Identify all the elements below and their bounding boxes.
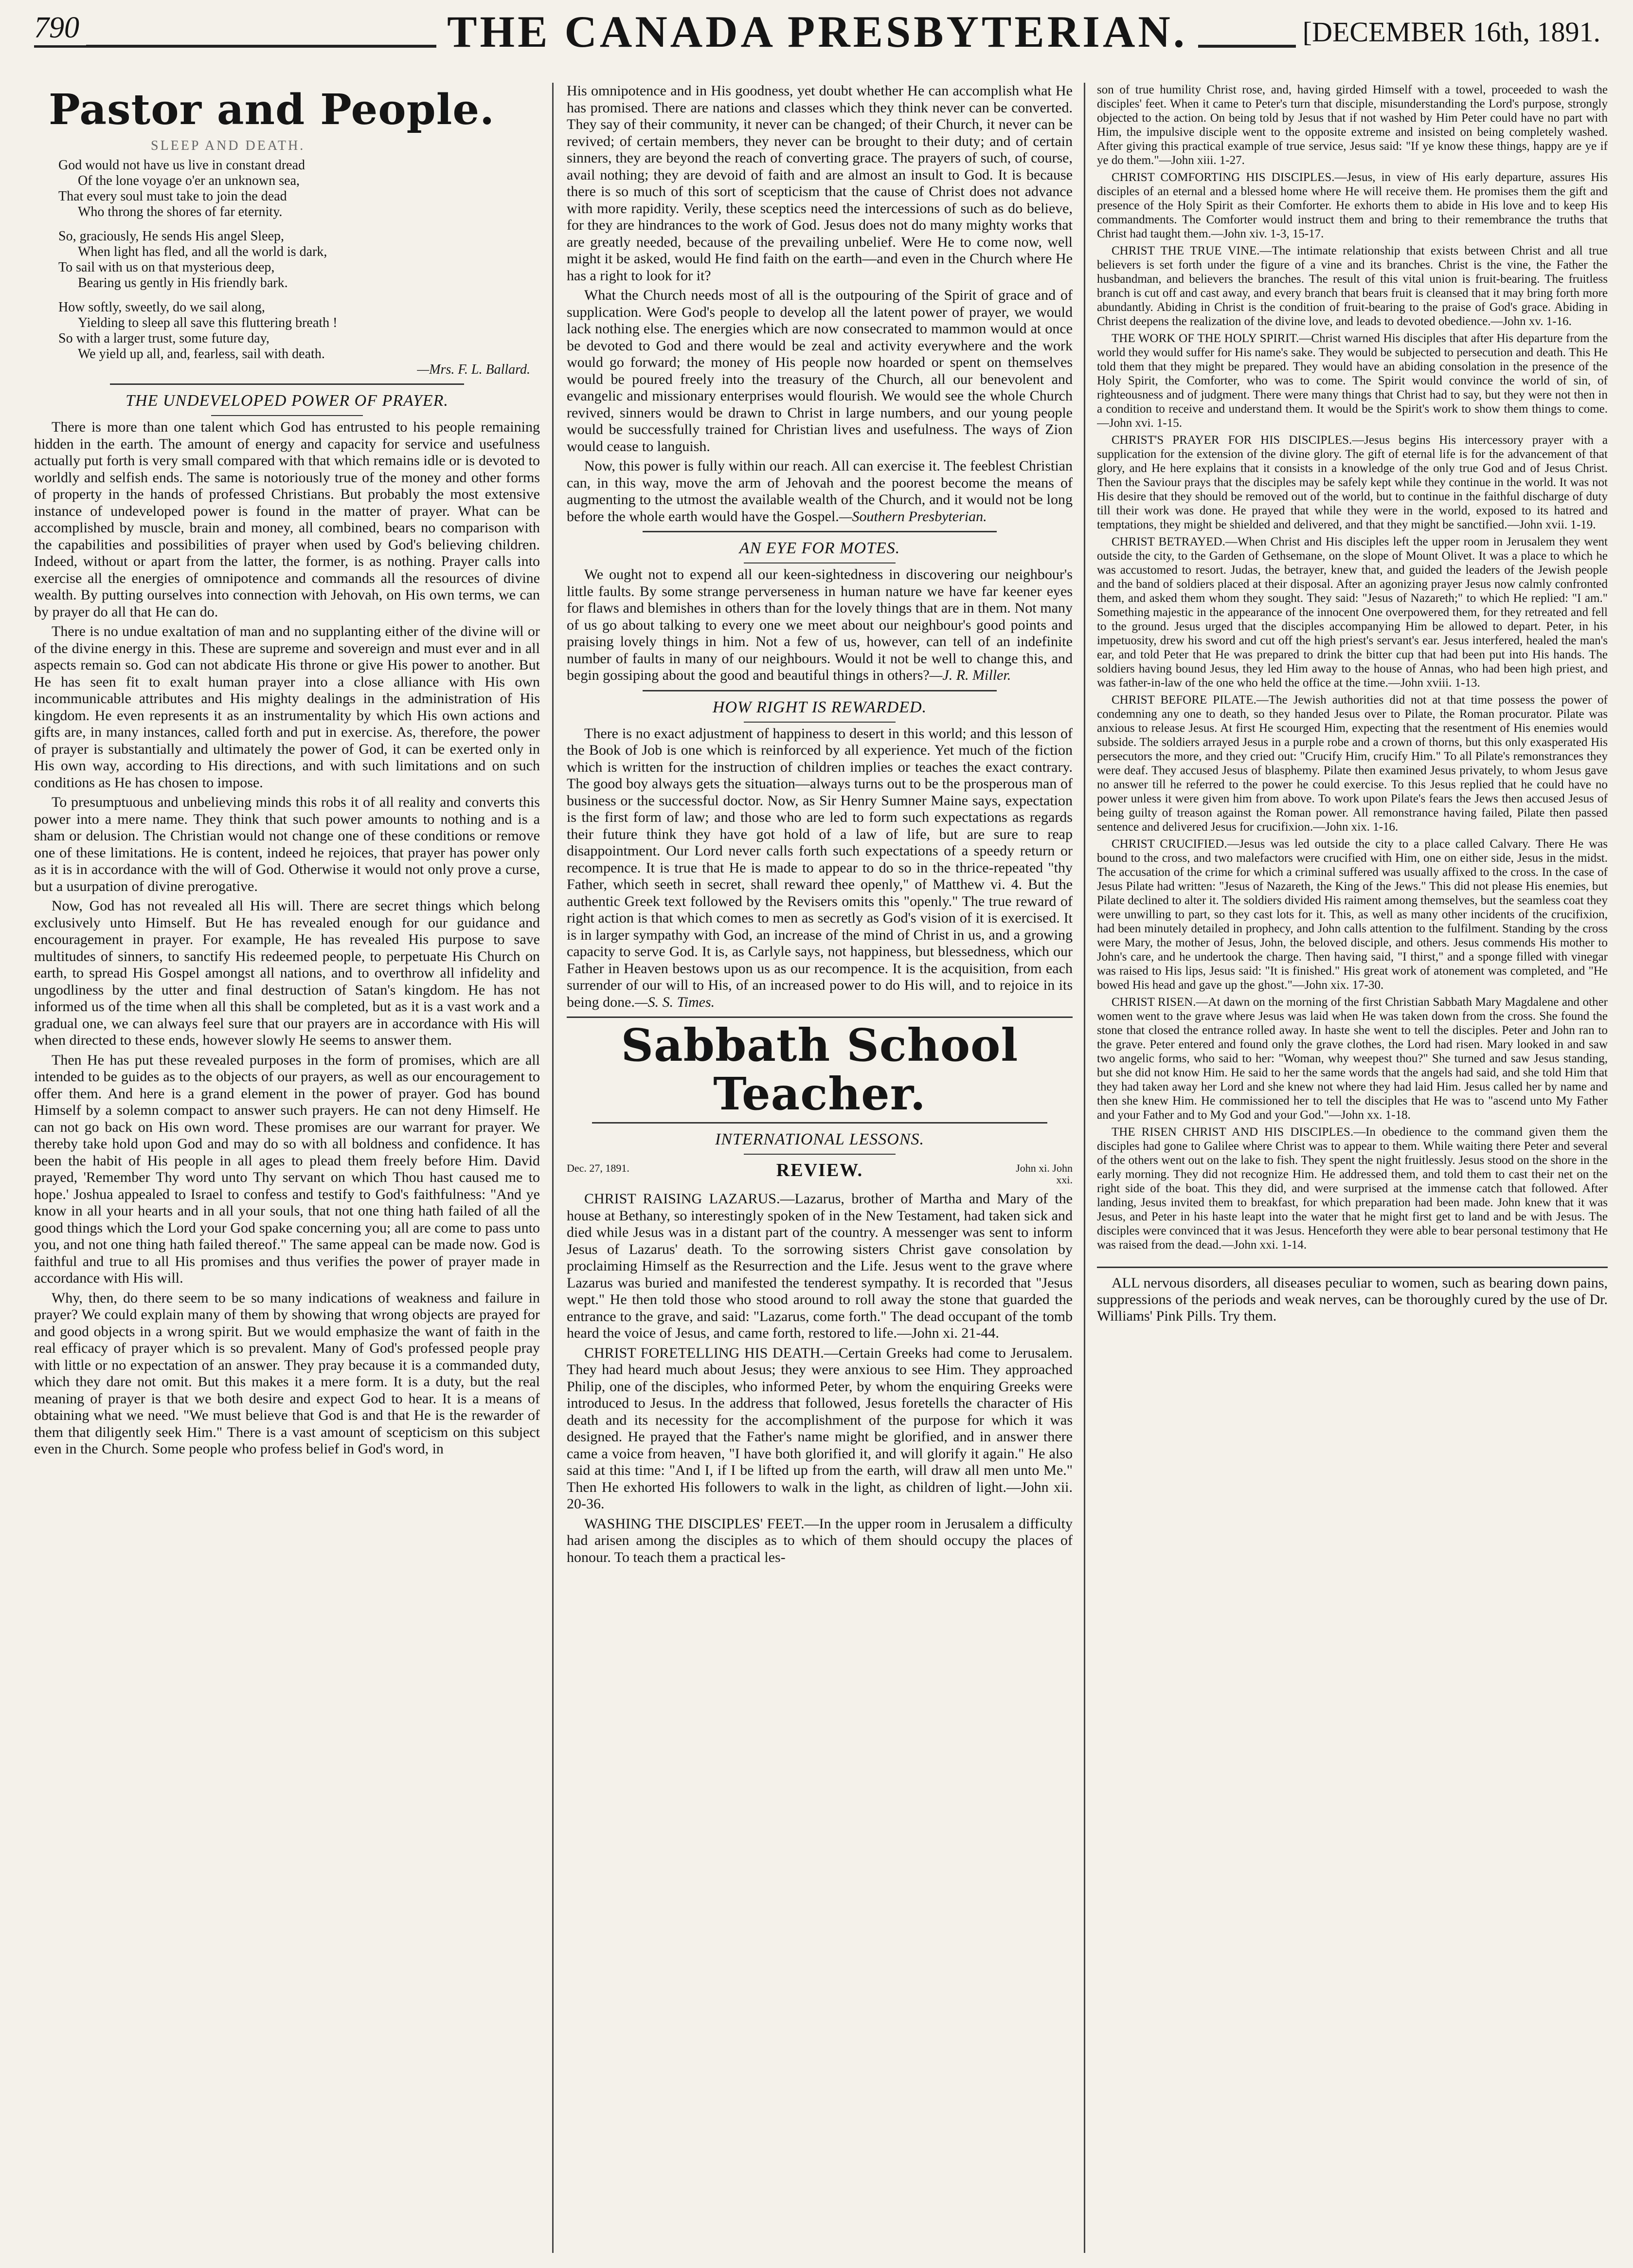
divider xyxy=(643,690,997,691)
article-paragraph: To presumptuous and unbelieving minds this robs it of all reality and converts this power into a mere name. They think that such power amounts to nothing and is a sham or delusion. The Christian would not change one of these conditions or remove one of these limitations. He is content, indeed he rejoices, that prayer has power only as it is in accordance with the will of God. Otherwise it would not only prove a curse, but a usurpation of divine prerogative. xyxy=(34,794,540,894)
article-source: —Southern Presbyterian. xyxy=(839,508,987,525)
advertisement xyxy=(1097,1267,1608,1325)
poem-line: When light has fled, and all the world is dark, xyxy=(78,244,327,259)
divider xyxy=(643,531,997,532)
masthead xyxy=(34,7,1600,64)
article-paragraph: There is more than one talent which God has entrusted to his people remaining hidden in the earth. The amount of energy and capacity for service and usefulness actually put forth is very small compared with that which remains idle or is devoted to worldly and selfish ends. The same is notoriously true of the money and other forms of property in the hands of professed Christians. But probably the most extensive instance of undeveloped power is found in the matter of prayer. What can be accomplished by muscle, brain and money, all combined, bears no comparison with the capabilities and possibilities of prayer when used by God's believing children. Indeed, without or apart from the latter, the former, is as nothing. Prayer calls into exercise all the energies of omnipotence and commands all the resources of divine wealth. By putting ourselves into connection with Jehovah, on His own terms, we can by prayer do all that He can do. xyxy=(34,419,540,620)
poem-author: —Mrs. F. L. Ballard. xyxy=(417,362,530,377)
poem-line: So, graciously, He sends His angel Sleep, xyxy=(58,229,284,244)
page-number: 790 xyxy=(34,11,86,45)
poem-line: God would not have us live in constant dread xyxy=(58,158,305,173)
article-paragraph: Then He has put these revealed purposes in the form of promises, which are all intended to be guides as to the objects of our prayers, as well as our encouragement to offer them. And here is a grand element in the power of prayer. God has bound Himself by a solemn compact to answer such prayers. He can not deny Himself. He can not go back on His own word. These promises are our warrant for prayer. We thereby take hold upon God and may do so with all boldness and confidence. It has been the habit of His people in all ages to plead them freely before Him. David prayed, 'Remember Thy word unto Thy servant on which Thou hast caused me to hope.' Joshua appealed to Israel to confess and testify to God's faithfulness: "And ye know in all your hearts and in all your souls, that not one thing hath failed of all the good things which the Lord your God spake concerning you; all are come to pass unto you, and not one thing hath failed thereof." The same appeal can be made now. God is faithful and true to all His promises and thus verifies the power of prayer made in accordance with His will. xyxy=(34,1052,540,1286)
poem-line: Bearing us gently in His friendly bark. xyxy=(78,275,288,290)
lesson-paragraph: WASHING THE DISCIPLES' FEET.—In the upper room in Jerusalem a difficulty had arisen among the disciples as to which of them should occupy the places of honour. To teach them a practical les- xyxy=(567,1515,1073,1565)
lesson-paragraph: THE RISEN CHRIST AND HIS DISCIPLES.—In obedience to the command given them the disciples had gone to Galilee where Christ was to appear to them. While waiting there Peter and several of the others went out on the lake to fish. They spent the night fruitlessly. Jesus stood on the shore in the early morning. They did not recognize Him. He addressed them, and told them to cast their net on the right side of the boat. This they did, and were surprised at the immense catch that followed. After landing, Jesus invited them to breakfast, for which preparation had been made. John knew that it was Jesus, and Peter in his haste leapt into the water that he might first get to land and be with Jesus. The disciples were convinced that it was Jesus. Henceforth they were able to bear personal testimony that He was raised from the dead.—John xxi. 1-14. xyxy=(1097,1125,1608,1252)
lesson-paragraph: son of true humility Christ rose, and, having girded Himself with a towel, proceeded to wash the disciples' feet. When it came to Peter's turn that disciple, misunderstanding the Lord's purpose, strongly objected to the action. On being told by Jesus that if not washed by Him Peter could have no part with Him, the impulsive disciple went to the opposite extreme and insisted on being completely washed. After giving this practical example of true service, Jesus said: "If ye know these things, happy are ye if ye do them."—John xiii. 1-27. xyxy=(1097,83,1608,167)
lesson-paragraph: CHRIST COMFORTING HIS DISCIPLES.—Jesus, in view of His early departure, assures His disciples of an eternal and a blessed home where He will receive them. He promises them the gift and presence of the Holy Spirit as their Comforter. He exhorts them to abide in His love and to keep His commandments. The Comforter would instruct them and bring to their remembrance the truths that Christ had taught them.—John xiv. 1-3, 15-17. xyxy=(1097,171,1608,240)
article-paragraph: Now, this power is fully within our reach. All can exercise it. The feeblest Christian can, in this way, move the arm of Jehovah and the poorest become the means of augmenting to the utmost the available wealth of the Church, and it would not be long before the whole earth would have the Gospel.—Southern Presbyterian. xyxy=(567,458,1073,525)
poem-title: SLEEP AND DEATH. xyxy=(151,138,305,153)
lesson-paragraph: CHRIST BETRAYED.—When Christ and His disciples left the upper room in Jerusalem they went outside the city, to the Garden of Gethsemane, on the slope of Mount Olivet. It was a place to which he was accustomed to resort. Judas, the betrayer, knew that, and guided the leaders of the Jewish people and the band of soldiers placed at their disposal. After an agonizing prayer Jesus now calmly confronted them, and asked them whom they sought. They said: "Jesus of Nazareth;" to which He replied: "I am." Something majestic in the appearance of the innocent One overpowered them, for they retreated and fell to the ground. Jesus urged that the disciples accompanying Him be allowed to depart. Peter, in his impetuosity, drew his sword and cut off the high priest's servant's ear. Jesus interfered, healed the man's ear, and told Peter that He was prepared to drink the bitter cup that had been put into His hands. The soldiers having bound Jesus, they led Him away to the house of Annas, who had been high priest, and was father-in-law of the one who held the office at the time.—John xviii. 1-13. xyxy=(1097,535,1608,689)
divider xyxy=(211,415,363,416)
article-paragraph: We ought not to expend all our keen-sightedness in discovering our neighbour's little faults. By some strange perverseness in human nature we have far keener eyes for flaws and blemishes in others than for the lovely things that are in them. Not many of us go about talking to every one we meet about our neighbour's good points and praising lovely things in him. Not a few of us, however, can tell of an indefinite number of faults in many of our neighbours. Would it not be well to change this, and begin gossiping about the good and beautiful things in others?—J. R. Miller. xyxy=(567,566,1073,683)
lesson-paragraph: CHRIST FORETELLING HIS DEATH.—Certain Greeks had come to Jerusalem. They had heard much about Jesus; they were anxious to see Him. They approached Philip, one of the disciples, who informed Peter, by whom the enquiring Greeks were introduced to Jesus. In the address that followed, Jesus foretells the character of His death and its necessity for the accomplishment of the purpose for which it was designed. He prayed that the Father's name might be glorified, and in answer there came a voice from heaven, "I have both glorified it, and will glorify it again." He also said at this time: "And I, if I be lifted up from the earth, will draw all men unto Me." Then He exhorted His followers to walk in the light, as children of light.—John xii. 20-36. xyxy=(567,1344,1073,1512)
article-title: HOW RIGHT IS REWARDED. xyxy=(712,698,927,716)
column-rule xyxy=(1084,83,1085,2253)
divider xyxy=(744,562,896,563)
article-paragraph: His omnipotence and in His goodness, yet doubt whether He can accomplish what He has promised. There are nations and classes which they think never can be converted. They say of their community, it never can be changed; of their Church, it never can be revived; of certain members, they never can be brought to their duty; and of certain sinners, they are beyond the reach of converting grace. The prayers of such, of course, avail nothing; they are devoid of faith and are almost an insult to God. It is because there is so much of this sort of scepticism that the cause of Christ does not advance with more rapidity. Verily, these sceptics need the intercessions of such as do believe, for they are hindrances to the work of God. Jesus does not do many mighty works that are greatly needed, because of the prevailing unbelief. Were He to come now, well might it be asked, would He find faith on the earth—and even in the Church where He has a right to look for it? xyxy=(567,83,1073,284)
newspaper-title: THE CANADA PRESBYTERIAN. xyxy=(34,6,1600,57)
poem-line: So with a larger trust, some future day, xyxy=(58,331,269,346)
poem-line: Yielding to sleep all save this fluttering breath ! xyxy=(78,315,338,330)
column-3 xyxy=(1097,83,1608,2258)
column-2 xyxy=(567,83,1073,2258)
poem-line: That every soul must take to join the dead xyxy=(58,189,287,204)
divider xyxy=(592,1122,1047,1124)
poem-line: Who throng the shores of far eternity. xyxy=(78,204,283,219)
advertisement-text: ALL nervous disorders, all diseases peculiar to women, such as bearing down pains, suppressions of the periods and weak nerves, can be thoroughly cured by the use of Dr. Williams' Pink Pills. Try them. xyxy=(1097,1275,1608,1324)
article-title: AN EYE FOR MOTES. xyxy=(739,539,900,557)
column-rule xyxy=(552,83,554,2253)
divider xyxy=(744,722,896,723)
divider xyxy=(744,1154,896,1155)
divider xyxy=(567,1016,1073,1018)
lesson-paragraph: CHRIST'S PRAYER FOR HIS DISCIPLES.—Jesus begins His intercessory prayer with a supplication for the extension of the divine glory. The gift of eternal life is for the advancement of that glory, and He here explains that it consists in a knowledge of the only true God and of Jesus Christ. Then the Saviour prays that the disciples may be safely kept while they continue in the world. It was not His desire that they should be removed out of the world, but to continue in the faithful discharge of duty till their work was done. He prayed that while they were in the world, exposed to its hatred and temptations, they might be shielded and delivered, and that they might be sanctified.—John xvii. 1-19. xyxy=(1097,434,1608,531)
article-source: —J. R. Miller. xyxy=(929,667,1011,683)
issue-date: [DECEMBER 16th, 1891. xyxy=(1296,16,1600,48)
lesson-title: REVIEW. xyxy=(776,1160,863,1180)
poem-line: To sail with us on that mysterious deep, xyxy=(58,260,275,275)
article-source: —S. S. Times. xyxy=(634,994,715,1010)
lesson-paragraph: CHRIST BEFORE PILATE.—The Jewish authorities did not at that time possess the power of condemning any one to death, so they handed Jesus over to Pilate, the Roman procurator. Pilate was anxious to release Jesus. At first He scourged Him, expecting that the resentment of His enemies would subside. The soldiers arrayed Jesus in a purple robe and a crown of thorns, but this only exasperated His persecutors the more, and they cried out: "Crucify Him, crucify Him." To all Pilate's remonstrances they were deaf. They accused Jesus of blasphemy. Pilate then examined Jesus privately, to whom Jesus gave no answer till he referred to the power he could exercise. To this Jesus replied that he could have no power unless it were given him from above. To work upon Pilate's fears the Jews then accused Jesus of being guilty of treason against the Roman power. All remonstrance having failed, Pilate then passed sentence and delivered Jesus for crucifixion.—John xix. 1-16. xyxy=(1097,693,1608,834)
department-heading: Pastor and People. xyxy=(49,85,495,134)
article-paragraph: What the Church needs most of all is the outpouring of the Spirit of grace and of supplication. Were God's people to develop all the latent power of prayer, we would lack nothing else. The energies which are now consecrated to mammon would at once be devoted to God and there would be zeal and activity everywhere and the work would go forward; the money of His people now hoarded or spent on themselves would be poured freely into the treasury of the Church, all our benevolent and evangelic and missionary enterprises would flourish. We would see the whole Church revived, sinners would be drawn to Christ in large numbers, and our young people would be successfully trained for Christian lives and usefulness. The ways of Zion would cease to languish. xyxy=(567,287,1073,454)
lesson-paragraph: CHRIST THE TRUE VINE.—The intimate relationship that exists between Christ and all true believers is set forth under the figure of a vine and its branches. Christ is the vine, the Father the husbandman, and believers the branches. The result of this vital union is fruit-bearing. The fruitless branch is cut off and cast away, and every branch that bears fruit is cleansed that it may bring forth more abundantly. Abiding in Christ is the condition of fruit-bearing to the praise of God's grace. Abiding in Christ deepens the realization of the divine love, and leads to devoted obedience.—John xv. 1-16. xyxy=(1097,244,1608,328)
article-paragraph: There is no exact adjustment of happiness to desert in this world; and this lesson of the Book of Job is one which is reinforced by all experience. Yet much of the fiction which is written for the instruction of children implies or teaches the exact contrary. The good boy always gets the situation—always turns out to be the prosperous man of business or the successful doctor. Now, as Sir Henry Sumner Maine says, expectation is the first form of law; and those who are led to form such expectations as regards their future think they have got hold of a law of life, but are sure to reap disappointment. Our Lord never calls forth such expectations of a speedy return or recompence. It is true that He is made to appear to do so in the thrice-repeated "thy Father, which seeth in secret, shall reward thee openly," of Matthew vi. 4. But the authentic Greek text followed by the Revisers omits this "openly." The true reward of right action is that which comes to men as secretly as God's vision of it is exercised. It is in larger sympathy with God, an increase of the mind of Christ in us, and a growing capacity to serve God. It is, as Carlyle says, not happiness, but blessedness, which our Father in Heaven bestows upon us as our recompence. It is the acquisition, from each surrender of our will to His, of an increased power to do His will, and to rejoice in its being done.—S. S. Times. xyxy=(567,725,1073,1010)
article-paragraph: There is no undue exaltation of man and no supplanting either of the divine will or of the divine energy in this. These are supreme and sovereign and must ever and in all aspects remain so. God can not abdicate His throne or give His power to another. But He has seen fit to exalt human prayer into a close alliance with His own incommunicable attributes and His mighty dealings in the administration of His kingdom. He even represents it as an instrumentality by which His own actions and gifts are, in many instances, called forth and put in exercise. As, therefore, the power of prayer is substantially and ultimately the power of God, it can be exerted only in His own way, according to His directions, and with such limitations and on such conditions as He has chosen to impose. xyxy=(34,623,540,791)
lesson-paragraph: CHRIST RAISING LAZARUS.—Lazarus, brother of Martha and Mary of the house at Bethany, so interestingly spoken of in the New Testament, had taken sick and died while Jesus was in a distant part of the country. A messenger was sent to inform Jesus of Lazarus' death. To the sorrowing sisters Christ gave consolation by proclaiming Himself as the Resurrection and the Life. Jesus went to the grave where Lazarus was buried and manifested the tenderest sympathy. It is recorded that "Jesus wept." He then told those who stood around to roll away the stone that guarded the entrance to the grave, and said: "Lazarus, come forth." The dead occupant of the tomb heard the voice of Jesus, and came forth, restored to life.—John xi. 21-44. xyxy=(567,1191,1073,1341)
section-title: INTERNATIONAL LESSONS. xyxy=(715,1130,925,1148)
poem xyxy=(58,158,540,378)
department-heading: Sabbath School Teacher. xyxy=(621,1019,1019,1120)
article-title: THE UNDEVELOPED POWER OF PRAYER. xyxy=(126,392,449,410)
article-paragraph: Why, then, do there seem to be so many indications of weakness and failure in prayer? We could explain many of them by showing that wrong objects are prayed for and good objects in a wrong spirit. But we would emphasize the want of faith in the real efficacy of prayer which is so prevalent. Many of God's professed people pray with little or no expectation of an answer. They pray because it is a commanded duty, which they dare not omit. But this makes it a mere form. It is a duty, but the real meaning of prayer is that we both desire and expect God to hear. It is a means of obtaining what we need. "We must believe that God is and that He is the rewarder of them that diligently seek Him." There is a vast amount of scepticism on this subject even in the Church. Some people who profess belief in God's word, in xyxy=(34,1289,540,1457)
lesson-paragraph: CHRIST CRUCIFIED.—Jesus was led outside the city to a place called Calvary. There He was bound to the cross, and two malefactors were crucified with Him, one on either side, Jesus in the midst. The accusation of the crime for which a criminal suffered was usually affixed to the cross. In the case of Jesus Pilate had written: "Jesus of Nazareth, the King of the Jews." This did not please His enemies, but Pilate declined to alter it. The soldiers divided His raiment among themselves, but the seamless coat they were unwilling to part, so they cast lots for it. This, as well as many other incidents of the crucifixion, had been minutely detailed in prophecy, and John calls attention to the fulfilment. Standing by the cross were Mary, the mother of Jesus, John, the beloved disciple, and others. Jesus commends His mother to John's care, and he undertook the charge. Then having said, "I thirst," and a sponge filled with vinegar was raised to His lips, Jesus said: "It is finished." His great work of atonement was completed, and "He bowed His head and gave up the ghost."—John xix. 17-30. xyxy=(1097,837,1608,992)
lesson-paragraph: CHRIST RISEN.—At dawn on the morning of the first Christian Sabbath Mary Magdalene and other women went to the grave where Jesus was laid when He was taken down from the cross. She found the stone that closed the entrance rolled away. In haste she went to tell the disciples. Peter and John ran to the grave. Peter entered and found only the grave clothes, the Lord had risen. Mary looked in and saw two angelic forms, who said to her: "Woman, why weepest thou?" She turned and saw Jesus standing, but she did not know Him. He said to her the same words that the angels had said, and she told Him that they had taken away her Lord and she knew not where they had laid Him. Jesus called her by name and then she knew Him. He commissioned her to tell the disciples that He was to "ascend unto My Father and your Father and to My God and your God."—John xx. 1-18. xyxy=(1097,996,1608,1122)
poem-line: How softly, sweetly, do we sail along, xyxy=(58,300,265,315)
lesson-reference: John xi. John xxi. xyxy=(1016,1162,1073,1186)
poem-line: Of the lone voyage o'er an unknown sea, xyxy=(78,173,300,188)
poem-line: We yield up all, and, fearless, sail with death. xyxy=(78,346,325,362)
lesson-paragraph: THE WORK OF THE HOLY SPIRIT.—Christ warned His disciples that after His departure from the world they would suffer for His name's sake. They would be subjected to persecution and death. This He told them that they might be prepared. They would have an abiding consolation in the presence of the Holy Spirit, the Comforter, who was to come. The Spirit would convince the world of sin, of righteousness and of judgment. There were many things that Christ had to say, but they were not then in a condition to receive and understand them. It would be the Spirit's work to show them things to come.—John xvi. 1-15. xyxy=(1097,332,1608,430)
divider xyxy=(110,383,464,385)
lesson-header xyxy=(567,1160,1073,1189)
lesson-date: Dec. 27, 1891. xyxy=(567,1162,629,1174)
column-1 xyxy=(34,83,540,2258)
article-paragraph: Now, God has not revealed all His will. There are secret things which belong exclusively unto Himself. But He has revealed enough for our guidance and encouragement in prayer. For example, He has revealed His purpose to save multitudes of sinners, to sanctify His redeemed people, to perpetuate His Church on earth, to spread His Gospel amongst all nations, and to overthrow all infidelity and ungodliness by the utter and final destruction of Satan's kingdom. He has not informed us of the time when all this shall be completed, but as it is a vast work and a gradual one, we can always feel sure that our prayers are in accordance with His will when directed to these ends, however slowly He seems to answer them. xyxy=(34,898,540,1048)
